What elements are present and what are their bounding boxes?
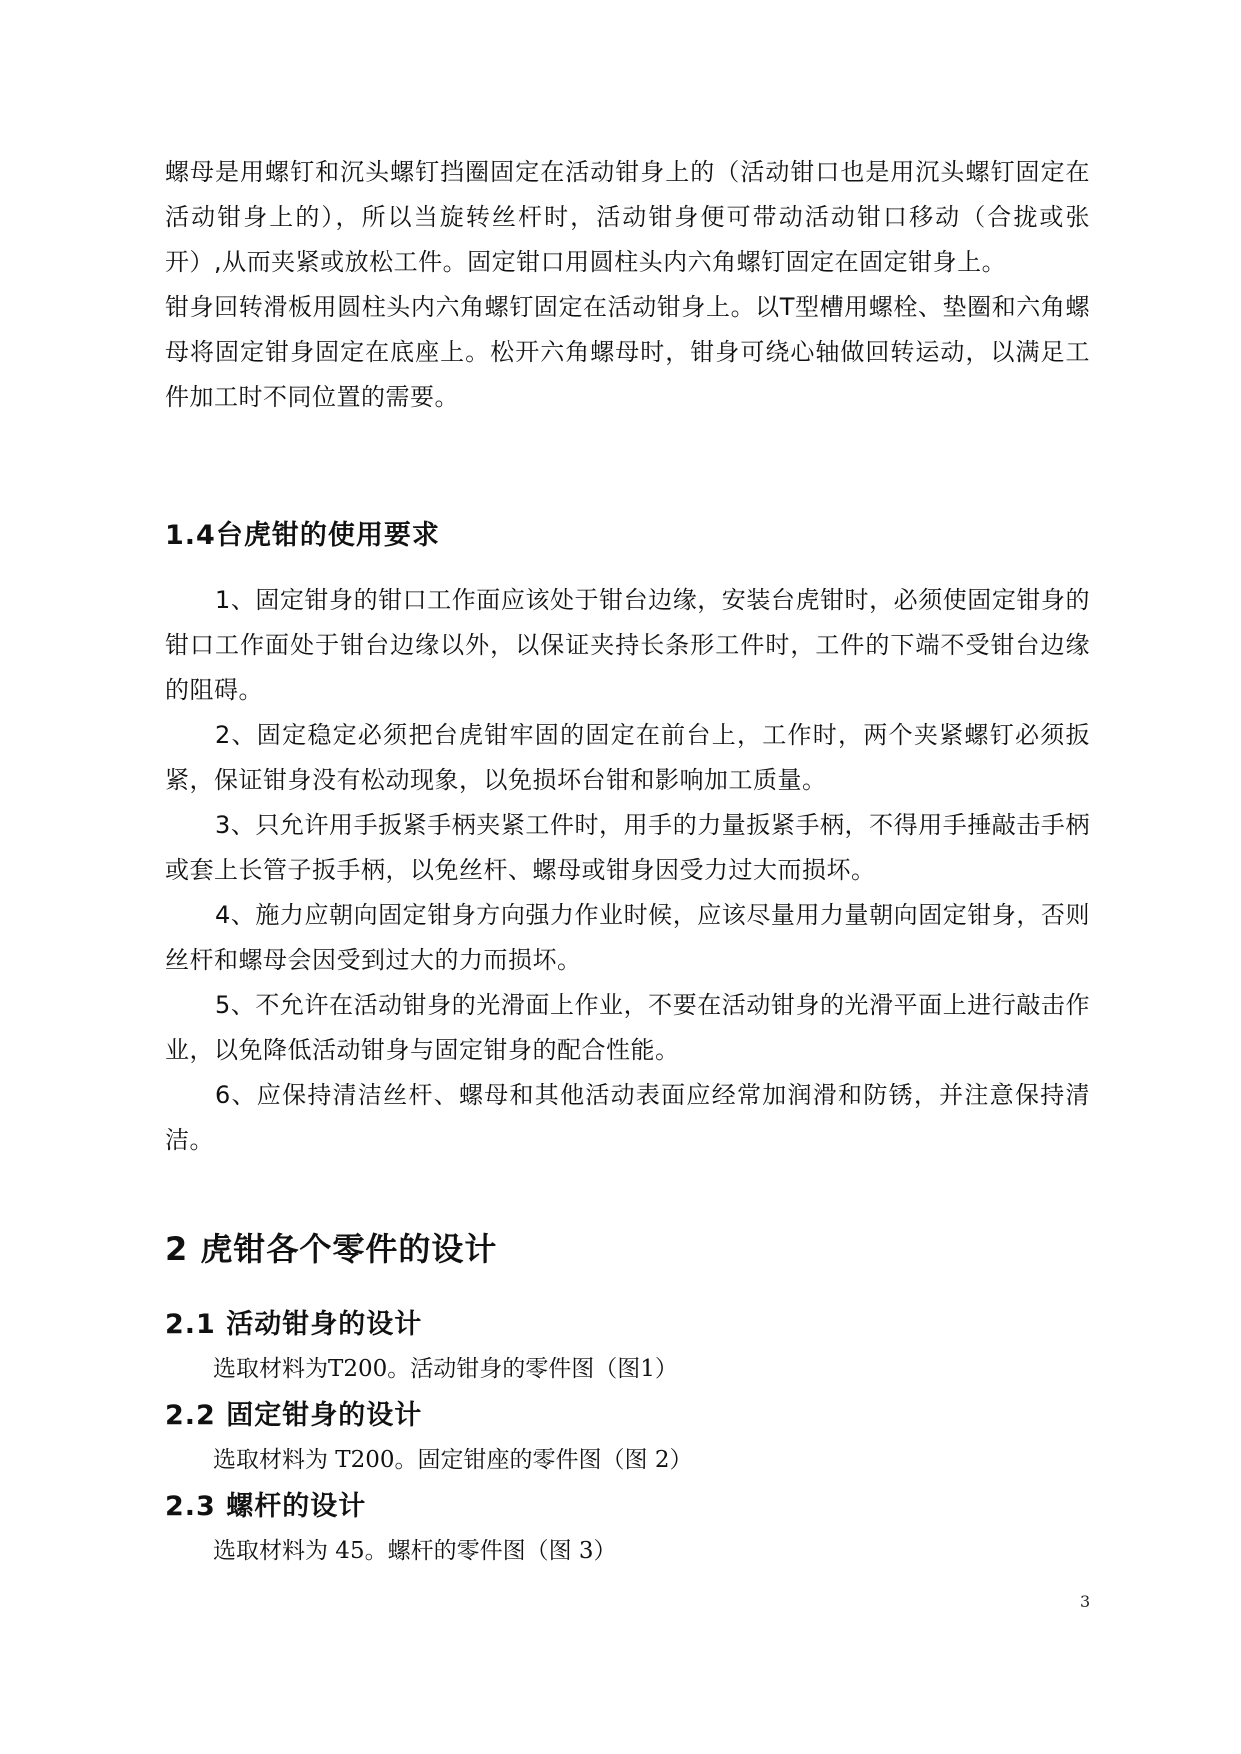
section-2-3-body	[213, 1532, 1138, 1565]
section-2-2-heading: 2.2 固定钳身的设计	[165, 1400, 423, 1431]
section-2-1-text: 选取材料为T200。活动钳身的零件图（图1）	[213, 1356, 678, 1382]
page-number: 3	[1080, 1592, 1091, 1611]
requirement-item-6: 6、应保持清洁丝杆、螺母和其他活动表面应经常加润滑和防锈，并注意保持清洁。	[165, 1081, 1090, 1154]
requirement-item-5: 5、不允许在活动钳身的光滑面上作业，不要在活动钳身的光滑平面上进行敲击作业，以免降低活动钳身与固定钳身的配合性能。	[165, 991, 1090, 1064]
chapter-2-heading: 2 虎钳各个零件的设计	[165, 1230, 498, 1268]
section-2-3	[165, 1484, 1090, 1523]
intro-paragraph-1: 螺母是用螺钉和沉头螺钉挡圈固定在活动钳身上的（活动钳口也是用沉头螺钉固定在活动钳身上的），所以当旋转丝杆时，活动钳身便可带动活动钳口移动（合拢或张开）,从而夹紧或放松工件。固定钳口用圆柱头内六角螺钉固定在固定钳身上。	[165, 158, 1090, 276]
section-1-4-heading: 1.4台虎钳的使用要求	[165, 520, 440, 551]
section-2-3-heading: 2.3 螺杆的设计	[165, 1491, 367, 1522]
section-2-2-text: 选取材料为 T200。固定钳座的零件图（图 2）	[213, 1447, 693, 1473]
requirement-item-3: 3、只允许用手扳紧手柄夹紧工件时，用手的力量扳紧手柄，不得用手捶敲击手柄或套上长管子扳手柄，以免丝杆、螺母或钳身因受力过大而损坏。	[165, 811, 1090, 884]
requirement-item-4: 4、施力应朝向固定钳身方向强力作业时候，应该尽量用力量朝向固定钳身，否则丝杆和螺母会因受到过大的力而损坏。	[165, 901, 1090, 974]
chapter-2	[165, 1224, 1090, 1270]
section-1-4	[165, 513, 1090, 552]
section-2-2-body	[213, 1441, 1138, 1474]
section-2-2	[165, 1393, 1090, 1432]
requirement-item-2: 2、固定稳定必须把台虎钳牢固的固定在前台上，工作时，两个夹紧螺钉必须扳紧，保证钳身没有松动现象，以免损坏台钳和影响加工质量。	[165, 721, 1090, 794]
requirement-item-1: 1、固定钳身的钳口工作面应该处于钳台边缘，安装台虎钳时，必须使固定钳身的钳口工作面处于钳台边缘以外，以保证夹持长条形工件时，工件的下端不受钳台边缘的阻碍。	[165, 586, 1090, 704]
section-2-1	[165, 1302, 1090, 1341]
intro-paragraph-2: 钳身回转滑板用圆柱头内六角螺钉固定在活动钳身上。以T型槽用螺栓、垫圈和六角螺母将固定钳身固定在底座上。松开六角螺母时，钳身可绕心轴做回转运动，以满足工件加工时不同位置的需要。	[165, 293, 1090, 411]
section-2-1-body	[213, 1350, 1138, 1383]
intro-section	[165, 150, 1090, 420]
section-1-4-items	[165, 578, 1090, 1163]
section-2-1-heading: 2.1 活动钳身的设计	[165, 1309, 423, 1340]
section-2-3-text: 选取材料为 45。螺杆的零件图（图 3）	[213, 1538, 617, 1564]
